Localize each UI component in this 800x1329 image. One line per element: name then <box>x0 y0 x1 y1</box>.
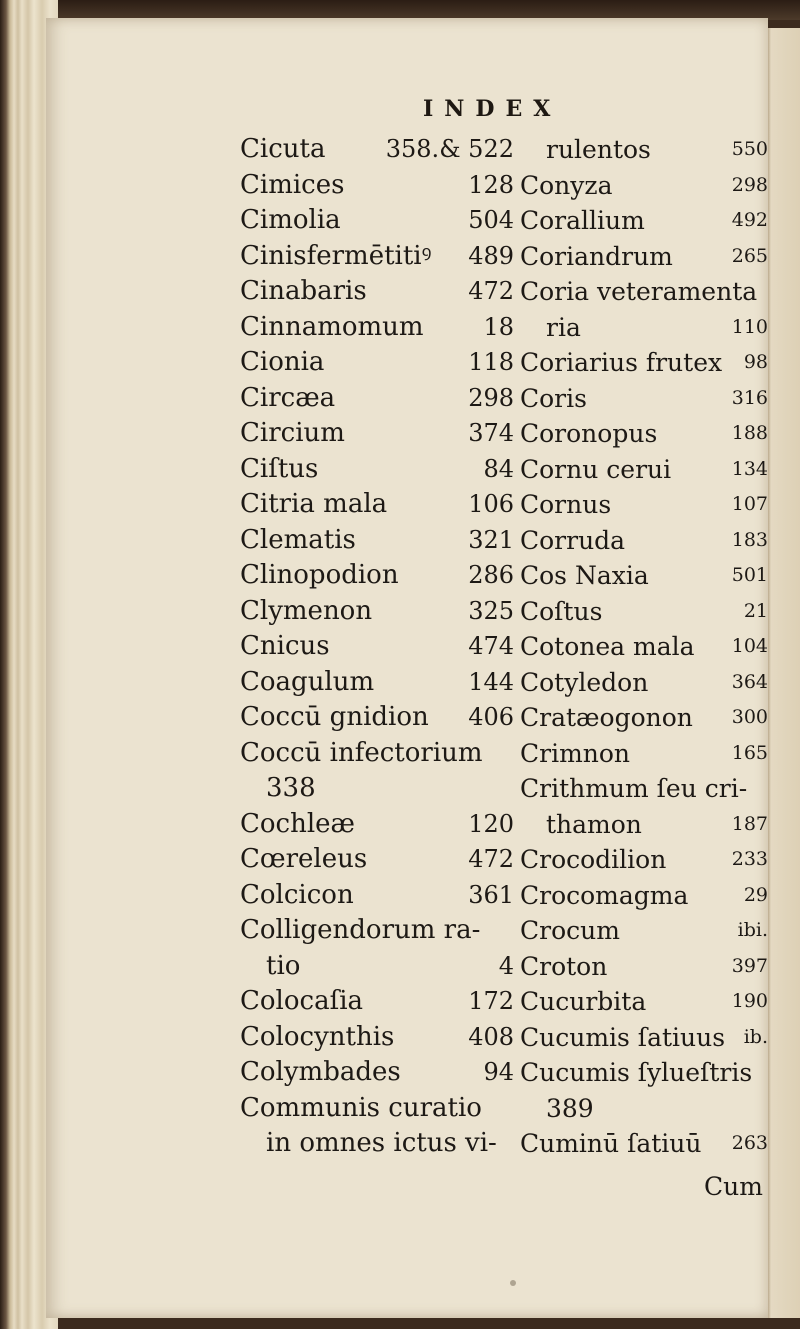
index-entry <box>240 842 516 878</box>
index-term: 389 <box>546 1093 594 1123</box>
index-entry <box>240 452 516 488</box>
index-term: Cnicus <box>240 631 330 661</box>
index-entry <box>520 700 768 736</box>
index-term: in omnes ictus vi- <box>266 1128 497 1158</box>
index-term: tio <box>266 950 301 981</box>
index-term: Crimnon <box>520 738 631 768</box>
index-entry <box>520 1020 768 1056</box>
running-head: INDEX <box>423 96 562 122</box>
index-term: Cornus <box>520 490 612 519</box>
catchword: Cum <box>704 1172 763 1201</box>
page-number: 492 <box>731 209 768 231</box>
index-term: Cinabaris <box>240 276 367 306</box>
index-entry <box>520 523 768 559</box>
page-number: 134 <box>731 457 768 480</box>
index-term: Cionia <box>240 347 325 377</box>
index-entry <box>520 665 768 701</box>
page-number: ibi. <box>737 919 768 941</box>
page-number: 408 <box>468 1022 514 1051</box>
index-entry <box>240 736 516 772</box>
index-entry <box>520 629 768 665</box>
index-entry <box>240 629 516 665</box>
index-entry <box>240 168 516 204</box>
index-term: Conyza <box>520 170 613 200</box>
index-entry <box>240 381 516 417</box>
page-number: 374 <box>468 419 514 447</box>
page-number: 106 <box>468 490 514 518</box>
page-number: 84 <box>483 454 514 483</box>
book-top-shadow <box>0 0 800 20</box>
index-term: Coronopus <box>520 419 658 448</box>
index-entry <box>240 771 516 807</box>
page-number: 298 <box>468 383 514 412</box>
page-number: 144 <box>468 667 514 696</box>
index-term: Colocaſia <box>240 986 364 1016</box>
page-number: 18 <box>483 312 514 341</box>
index-entry <box>520 913 768 949</box>
index-entry <box>520 274 768 310</box>
index-column-left <box>240 132 516 1162</box>
index-entry <box>240 878 516 914</box>
page-number: 397 <box>731 954 768 977</box>
page-number: 233 <box>731 848 768 870</box>
index-term: Ciſtus <box>240 453 319 484</box>
index-term: Coriarius frutex <box>520 348 723 377</box>
page-number: 165 <box>731 741 768 764</box>
page-number: 107 <box>731 493 768 515</box>
index-entry <box>520 771 768 807</box>
index-term: Cimolia <box>240 205 341 235</box>
index-entry <box>240 274 516 310</box>
index-term: Cucumis ſatiuus <box>520 1022 726 1052</box>
index-entry <box>240 949 516 985</box>
index-entry <box>520 558 768 594</box>
page-number: 504 <box>468 206 514 234</box>
page-number: 187 <box>731 812 768 835</box>
index-term: Cotonea mala <box>520 632 695 661</box>
index-term: Coris <box>520 383 587 413</box>
index-term: Colocynthis <box>240 1021 395 1052</box>
index-term: Circium <box>240 418 345 448</box>
index-entry <box>520 984 768 1020</box>
index-term: Crithmum ſeu cri- <box>520 774 748 803</box>
index-term: Croton <box>520 951 608 981</box>
index-entry <box>520 310 768 346</box>
index-term: rulentos <box>546 135 651 164</box>
page-number: 501 <box>731 564 768 586</box>
page-number: 364 <box>731 670 768 693</box>
page-number: 94 <box>483 1058 514 1086</box>
page-number: 472 <box>468 277 514 305</box>
index-term: Coccū infectorium <box>240 737 483 768</box>
index-term: Clymenon <box>240 595 373 626</box>
page-number: 120 <box>468 809 514 838</box>
index-term: Cinisfermētitiꝰ <box>240 240 432 271</box>
page-number: 325 <box>468 596 514 625</box>
page-number: 4 <box>498 951 514 980</box>
page-number: 361 <box>468 880 514 909</box>
page-number: 183 <box>731 528 768 551</box>
index-entry <box>240 132 516 168</box>
index-entry <box>240 310 516 346</box>
index-term: Crocum <box>520 916 620 945</box>
index-entry <box>240 203 516 239</box>
index-entry <box>520 949 768 985</box>
index-entry <box>520 239 768 275</box>
index-term: Coſtus <box>520 596 603 626</box>
index-term: Cimices <box>240 169 345 200</box>
index-term: Circæa <box>240 382 336 413</box>
index-term: Coria veteramenta <box>520 277 758 306</box>
adjacent-page-edge <box>766 28 800 1318</box>
page-number: 172 <box>468 987 514 1015</box>
index-entry <box>240 1091 516 1127</box>
index-entry <box>240 1126 516 1162</box>
page-number: 316 <box>731 386 768 409</box>
index-entry <box>240 913 516 949</box>
index-entry <box>520 452 768 488</box>
index-entry <box>240 239 516 275</box>
index-term: Colligendorum ra- <box>240 915 481 945</box>
index-entry <box>240 665 516 701</box>
index-entry <box>520 1055 768 1091</box>
index-entry <box>520 132 768 168</box>
page-number: 474 <box>468 632 514 660</box>
index-term: Communis curatio <box>240 1092 482 1123</box>
index-entry <box>240 984 516 1020</box>
index-term: Corallium <box>520 206 645 235</box>
page-number: 128 <box>468 170 514 199</box>
index-term: Colymbades <box>240 1057 401 1087</box>
page-number: 489 <box>468 241 514 270</box>
index-term: Citria mala <box>240 489 388 519</box>
index-entry <box>240 807 516 843</box>
page-number: 118 <box>468 348 514 376</box>
page-number: 298 <box>731 173 768 196</box>
index-term: Cicuta <box>240 134 326 164</box>
index-term: Crocodilion <box>520 845 667 874</box>
index-entry <box>520 1126 768 1162</box>
index-term: Cuminū ſatiuū <box>520 1129 702 1158</box>
index-term: Cinnamomum <box>240 311 424 342</box>
index-entry <box>520 345 768 381</box>
index-entry <box>240 523 516 559</box>
page-number: 300 <box>731 706 768 728</box>
index-entry <box>520 1091 768 1127</box>
index-term: Clematis <box>240 524 356 555</box>
index-term: Cucumis ſylueſtris <box>520 1058 753 1087</box>
page-number: 406 <box>468 703 514 731</box>
page-number: ib. <box>743 1025 768 1048</box>
index-entry <box>520 736 768 772</box>
index-term: Cratæogonon <box>520 703 693 732</box>
page-number: 472 <box>468 845 514 873</box>
page-number: 263 <box>731 1132 768 1154</box>
index-term: Cucurbita <box>520 987 647 1016</box>
index-term: Cotyledon <box>520 667 649 697</box>
index-entry <box>240 1020 516 1056</box>
index-entry <box>520 878 768 914</box>
index-term: Crocomagma <box>520 880 689 910</box>
index-entry <box>240 594 516 630</box>
index-term: Clinopodion <box>240 560 399 590</box>
page-number: 358.& 522 <box>385 135 514 163</box>
index-term: 338 <box>266 773 316 803</box>
page-number: 104 <box>731 635 768 657</box>
index-term: Cœreleus <box>240 844 368 874</box>
index-entry <box>520 807 768 843</box>
page-number: 286 <box>468 561 514 589</box>
index-term: thamon <box>546 809 642 839</box>
index-term: Coagulum <box>240 666 375 697</box>
index-term: Cos Naxia <box>520 561 649 590</box>
index-entry <box>240 487 516 523</box>
index-entry <box>240 345 516 381</box>
page-number: 265 <box>731 244 768 267</box>
index-entry <box>520 487 768 523</box>
index-term: Coccū gnidion <box>240 702 429 732</box>
index-entry <box>520 842 768 878</box>
index-entry <box>240 1055 516 1091</box>
page-blemish <box>510 1280 516 1286</box>
index-entry <box>520 381 768 417</box>
page-number: 110 <box>731 315 768 338</box>
index-term: Cornu cerui <box>520 454 672 484</box>
index-entry <box>240 416 516 452</box>
index-term: Colcicon <box>240 879 354 910</box>
index-entry <box>520 168 768 204</box>
page-number: 21 <box>743 599 768 622</box>
index-term: Corruda <box>520 525 626 555</box>
page-number: 29 <box>743 883 768 906</box>
index-entry <box>520 203 768 239</box>
index-entry <box>520 416 768 452</box>
index-term: ria <box>546 312 581 342</box>
index-entry <box>240 558 516 594</box>
page-number: 188 <box>731 422 768 444</box>
index-entry <box>520 594 768 630</box>
page-number: 98 <box>743 351 768 373</box>
index-entry <box>240 700 516 736</box>
index-term: Cochleæ <box>240 808 355 839</box>
index-column-right <box>520 132 768 1162</box>
page-number: 321 <box>468 525 514 554</box>
page-number: 190 <box>731 990 768 1012</box>
page-number: 550 <box>731 138 768 160</box>
index-term: Coriandrum <box>520 241 673 271</box>
